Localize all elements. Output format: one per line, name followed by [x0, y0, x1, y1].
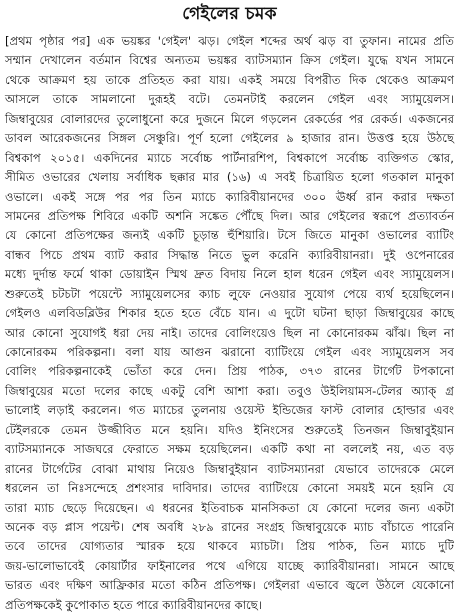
article-line: বান্ধব পিচে প্রথম ব্যাট করার সিদ্ধান্ত নিতে ভুল করেনি ক্যারিবীয়ানরা। দুই ওপেনারের: [5, 247, 454, 262]
article-line: সামনের প্রতিপক্ষ শিবিরে একটি অশনি সঙ্কেত পৌঁছে দিল। আর গেইলের স্বরূপে প্রত্যাবর্তন: [5, 208, 454, 223]
article-line: প্রতিপক্ষকেই কুপোকাত হতে পারে ক্যারিবীয়ানদের কাছে।: [5, 597, 262, 612]
article-line: আসলে তাকে সামলানো দুরূহই বটে। তেমনটাই করলেন গেইল এবং স্যামুয়েলস।: [5, 92, 454, 107]
article-title: গেইলের চমক: [182, 4, 277, 24]
article-line: টেইলরকে তেমন উজ্জীবিত মনে হয়নি। যদিও ইনিংসের শুরুতেই তিনজন জিম্বাবুইয়ান: [5, 422, 454, 437]
article-line: বিশ্বকাপ ২০১৫। একদিনের ম্যাচে সর্বোচ্চ পার্টনারশিপ, বিশ্বকাপে সর্বোচ্চ ব্যক্তিগত স্কোর,: [5, 150, 454, 165]
article-line: ভালোই লড়াই করলেন। গত ম্যাচের তুলনায় ওয়েস্ট ইন্ডিজের ফাস্ট বোলার হোল্ডার এবং: [5, 403, 454, 418]
article-line: জিম্বাবুয়ের বোলারদের তুলোধুনো করে দুজনে মিলে গড়লেন রেকর্ডের পর রেকর্ড। একজনের: [5, 111, 454, 126]
article-line: ওভালে। একই সঙ্গে পর পর তিন ম্যাচে ক্যারিবীয়ানদের ৩০০ ঊর্ধ্ব রান করার দক্ষতা: [5, 189, 454, 204]
article-line: রানের টার্গেটের বোঝা মাথায় নিয়েও জিম্বাবুইয়ান ব্যাটসম্যানরা যেভাবে তাদেরকে মেলে: [5, 461, 454, 476]
article-line: আর কোনো সুযোগই ধরা দেয় নাই। তাদের বোলিংয়েও ছিল না কোনোরকম ঝাঁঝ। ছিল না: [5, 325, 454, 340]
article-line: ধরলেন তা নিঃসন্দেহে প্রশংসার দাবিদার। তাদের ব্যাটিংয়ে কোনো সময়ই মনে হয়নি যে: [5, 481, 454, 496]
article-line: ভারত এবং দক্ষিণ আফ্রিকার মতো কঠিন প্রতিপক্ষ। গেইলরা এভাবে জ্বলে উঠলে যেকোনো: [5, 578, 454, 593]
article-line: [প্রথম পৃষ্ঠার পর] এক ভয়ঙ্কর 'গেইল' ঝড়। গেইল শব্দের অর্থ ঝড় বা তুফান। নামের প্রতি: [5, 34, 454, 48]
article-body: [5, 32, 454, 615]
article-line: সীমিত ওভারের খেলায় সর্বাধিক ছক্কার মার (১৬) এ সবই চিত্রায়িত হলো গতকাল মানুকা: [5, 170, 454, 185]
article-line: শুরুতেই চটচটা পয়েন্টে স্যামুয়েলসের ক্যাচ লুফে নেওয়ার সুযোগ পেয়ে ব্যর্থ হয়েছিলেন।: [5, 286, 454, 301]
article-line: ডাবল আরেকজনের সিঙ্গল সেঞ্চুরি। পূর্ণ হলো গেইলের ৯ হাজার রান। উত্তপ্ত হয়ে উঠছে: [5, 131, 454, 146]
article-line: গেইলও এলবিডব্লিউর শিকার হতে হতে বেঁচে যান। এ দুটো ঘটনা ছাড়া জিম্বাবুয়ের কাছে: [5, 306, 454, 321]
article-line: জিম্বাবুয়ের মতো দলের কাছে একটু বেশি আশা করা। তবুও উইলিয়ামস-টেলর অ্যাক্ গ্ৰ: [5, 383, 454, 398]
article-line: কোনোরকম পরিকল্পনা। বলা যায় আগুন ঝরানো ব্যাটিংয়ে গেইল এবং স্যামুয়েলস সব: [5, 345, 454, 359]
article-line: মধ্যে দুর্দান্ত ফর্মে থাকা ডোয়াইন স্মিথ দ্রুত বিদায় নিলে হাল ধরেন গেইল এবং স্যামুয়েলস।: [5, 267, 454, 282]
article-line: তবে তাদের যোগ্যতার স্মারক হয়ে থাকবে ম্যাচটা। প্রিয় পাঠক, তিন ম্যাচে দুটি: [5, 539, 454, 554]
article-line: বোলিং পরিকল্পনাকেই ভোঁতা করে দেন। প্রিয় পাঠক, ৩৭৩ রানের টার্গেট টপকানো: [5, 364, 454, 379]
article-line: তারা ম্যাচ ছেড়ে দিয়েছেন। এ ধরনের ইতিবাচক মানসিকতা যে কোনো দলের জন্য একটা: [5, 500, 454, 515]
article-line: অনেক বড় প্লাস পয়েন্ট। শেষ অবধি ২৮৯ রানের সংগ্রহ জিম্বাবুয়েকে ম্যাচ বাঁচাতে পারেনি: [5, 519, 454, 534]
article-line: যে কোনো প্রতিপক্ষের জন্যই একটি চূড়ান্ত হুঁশিয়ারি। টসে জিতে মানুকা ওভালের ব্যাটিং: [5, 228, 454, 243]
article-line: জয়-ভালোভাবেই কোয়ার্টার ফাইনালের পথে এগিয়ে যাচ্ছে ক্যারিবীয়ানরা। সামনে আছে: [5, 558, 454, 573]
article-line: থেকে আক্রমণ হয় তাকে প্রতিহত করা যায়। একই সময়ে বিপরীত দিক থেকেও আক্রমণ: [5, 72, 454, 87]
article-line: ব্যাটসম্যানকে সাজঘরে ফেরাতে সক্ষম হয়েছিলেন। একটি কথা না বললেই নয়, এত বড়: [5, 442, 454, 457]
article-line: সম্মান দেখালেন বর্তমান বিশ্বের অন্যতম ভয়ঙ্কর ব্যাটসম্যান ক্রিস গেইল। যুদ্ধে যখন সামনে: [5, 53, 454, 68]
